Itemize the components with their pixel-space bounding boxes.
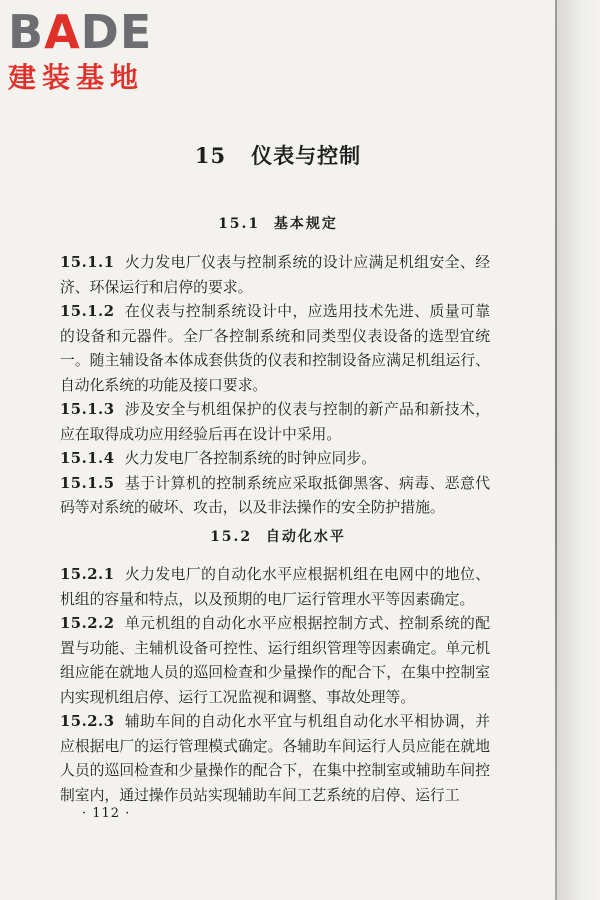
clause-number: 15.1.4 <box>60 450 115 467</box>
clause-text: 火力发电厂仪表与控制系统的设计应满足机组安全、经济、环保运行和启停的要求。 <box>60 254 490 296</box>
clause-text: 涉及安全与机组保护的仪表与控制的新产品和新技术，应在取得成功应用经验后再在设计中采用。 <box>60 401 490 443</box>
bade-logo <box>8 5 176 96</box>
clause-text: 火力发电厂的自动化水平应根据机组在电网中的地位、机组的容量和特点，以及预期的电厂运行管理水平等因素确定。 <box>60 566 490 608</box>
clause-number: 15.1.1 <box>60 254 115 271</box>
clause-text: 火力发电厂各控制系统的时钟应同步。 <box>124 450 377 467</box>
clause-15-1-1 <box>60 251 490 300</box>
chapter-number: 15 <box>194 143 227 168</box>
logo-letter-a-accent: A <box>44 5 81 59</box>
section-body-15-1 <box>60 251 490 521</box>
clause-number: 15.2.2 <box>60 615 115 632</box>
clause-number: 15.1.5 <box>60 474 115 492</box>
clause-15-1-5 <box>60 472 490 521</box>
page-number: · 112 · <box>82 806 131 821</box>
clause-number: 15.1.2 <box>60 303 115 320</box>
logo-wordmark <box>8 5 176 59</box>
section-title: 自动化水平 <box>265 529 346 545</box>
clause-text: 在仪表与控制系统设计中，应选用技术先进、质量可靠的设备和元器件。全厂各控制系统和同类型仪表设备的选型宜统一。随主辅设备本体成套供货的仪表和控制设备应满足机组运行、自动化系统的功能及接口要求。 <box>60 303 490 394</box>
logo-chinese-text: 建装基地 <box>8 61 145 94</box>
clause-text: 单元机组的自动化水平应根据控制方式、控制系统的配置与功能、主辅机设备可控性、运行组织管理等因素确定。单元机组应能在就地人员的巡回检查和少量操作的配合下，在集中控制室内实现机组启停、运行工况监视和调整、事故处理等。 <box>60 615 490 706</box>
clause-text: 基于计算机的控制系统应采取抵御黑客、病毒、恶意代码等对系统的破坏、攻击，以及非法操作的安全防护措施。 <box>60 474 490 516</box>
chapter-title-text: 仪表与控制 <box>251 143 362 168</box>
section-heading-15-1 <box>0 213 556 233</box>
section-body-15-2 <box>60 563 490 808</box>
clause-text: 辅助车间的自动化水平宜与机组自动化水平相协调，并应根据电厂的运行管理模式确定。各辅助车间运行人员应能在就地人员的巡回检查和少量操作的配合下，在集中控制室或辅助车间控制室内，通过操作员站实现辅助车间工艺系统的启停、运行工 <box>60 713 490 804</box>
scan-page-shadow <box>557 0 600 900</box>
clause-15-1-2 <box>60 300 490 398</box>
clause-15-2-3 <box>60 710 490 808</box>
clause-15-1-4 <box>60 447 490 472</box>
clause-number: 15.2.1 <box>60 566 115 583</box>
section-heading-15-2 <box>0 526 556 546</box>
clause-15-2-2 <box>60 612 490 710</box>
section-number: 15.1 <box>218 216 261 232</box>
logo-letter-b: B <box>8 5 45 59</box>
clause-number: 15.1.3 <box>60 401 115 418</box>
section-title: 基本规定 <box>273 216 338 232</box>
chapter-title <box>0 140 556 170</box>
scan-page-edge <box>555 0 557 900</box>
section-number: 15.2 <box>210 529 253 545</box>
clause-number: 15.2.3 <box>60 713 115 730</box>
clause-15-2-1 <box>60 563 490 612</box>
logo-letters-de: DE <box>80 5 153 59</box>
clause-15-1-3 <box>60 398 490 447</box>
